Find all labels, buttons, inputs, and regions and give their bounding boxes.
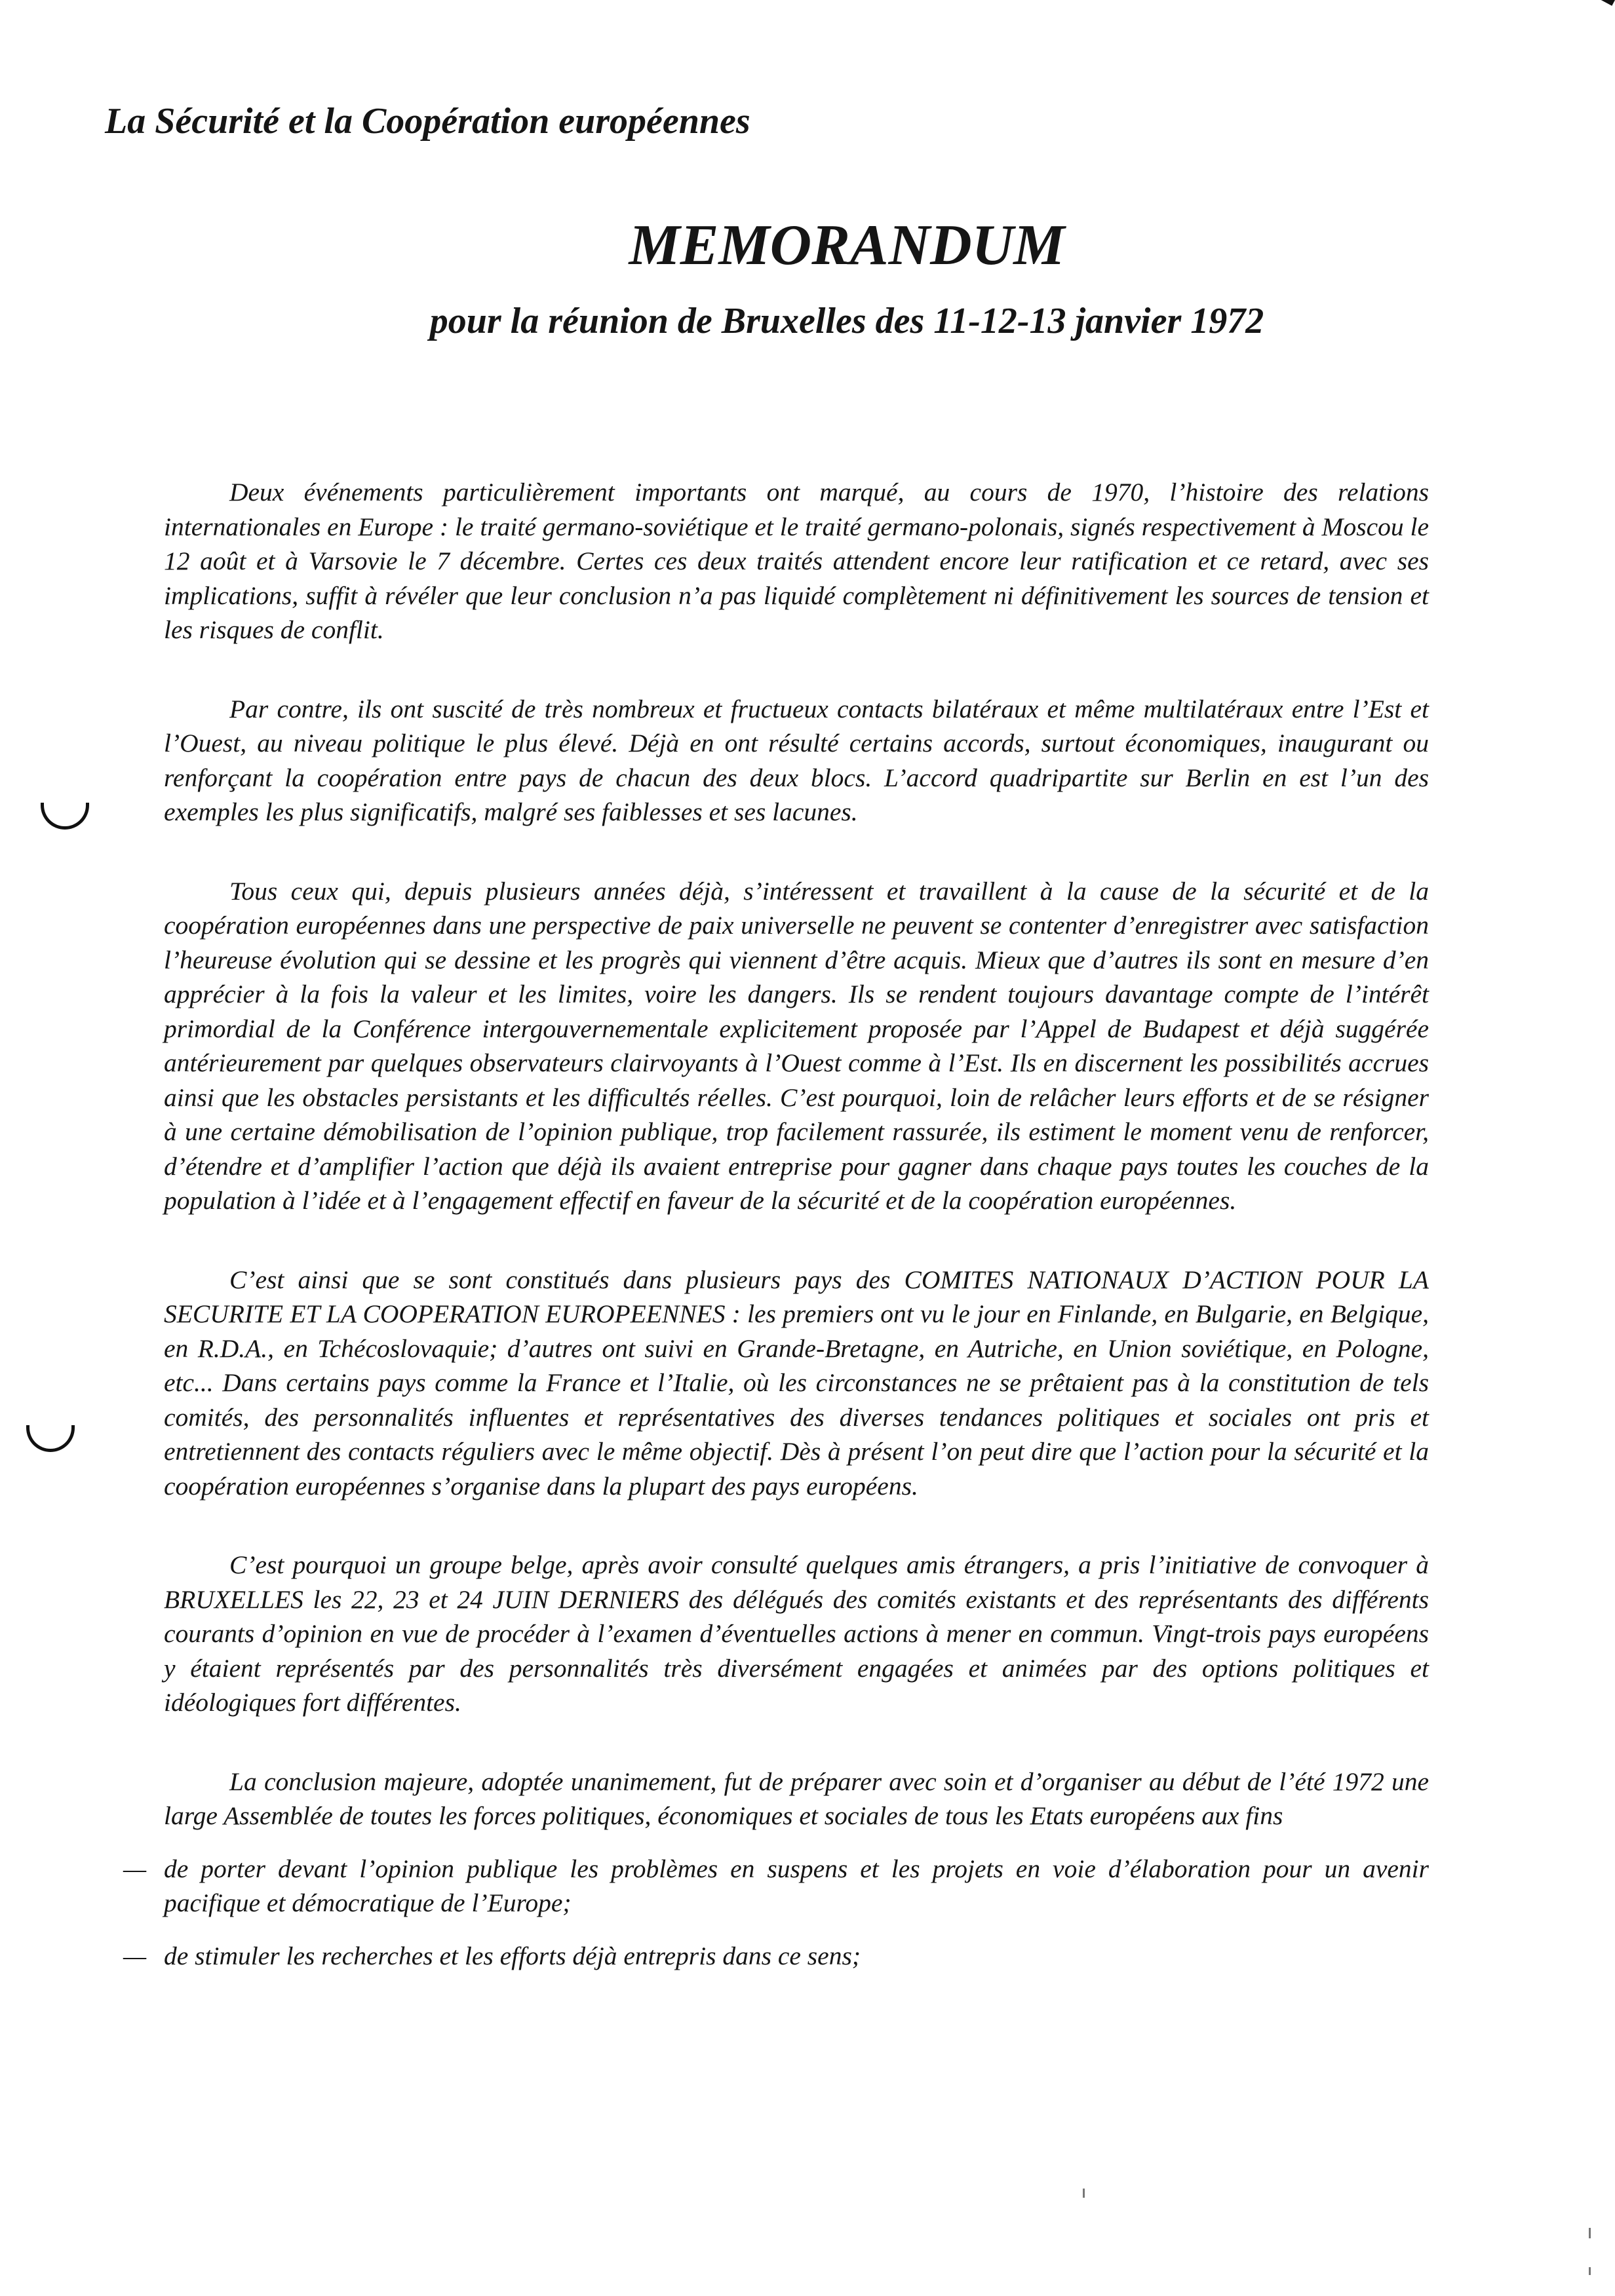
scan-corner-mark: [1560, 0, 1615, 6]
scan-speck: [1083, 2189, 1085, 2198]
paragraph-3: Tous ceux qui, depuis plusieurs années déjà, s’intéressent et travaillent à la cause de la sécurité et de la coopération européennes dans une perspective de paix universelle ne peuvent se contenter d’enregistrer avec satisfaction l’heureuse évolution qui se dessine et les progrès qui viennent d’être acquis. Mieux que d’autres ils sont en mesure d’en apprécier à la fois la valeur et les limites, voire les dangers. Ils se rendent toujours davantage compte de l’intérêt primordial de la Conférence intergouvernementale explicitement proposée par l’Appel de Budapest et déjà suggérée antérieurement par quelques observateurs clairvoyants à l’Ouest comme à l’Est. Ils en discernent les possibilités accrues ainsi que les obstacles persistants et les difficultés réelles. C’est pourquoi, loin de relâcher leurs efforts et de se résigner à une certaine démobilisation de l’opinion publique, trop facilement rassurée, ils estiment le moment venu de renforcer, d’étendre et d’amplifier l’action que déjà ils avaient entreprise pour gagner dans chaque pays toutes les couches de la population à l’idée et à l’engagement effectif en faveur de la sécurité et de la coopération européennes.: [164, 876, 1429, 1215]
punch-hole-mark: [26, 1425, 75, 1452]
document-title: MEMORANDUM: [629, 214, 1065, 277]
punch-hole-mark: [41, 803, 89, 830]
list-item-text: de stimuler les recherches et les efforts déjà entrepris dans ce sens;: [164, 1941, 861, 1970]
list-dash: —: [123, 1941, 147, 1970]
paragraph-4: C’est ainsi que se sont constitués dans plusieurs pays des COMITES NATIONAUX D’ACTION POUR LA SECURITE ET LA COOPERATION EUROPEENNES : les premiers ont vu le jour en Finlande, en Bulgarie, en Belgique, en R.D.A., en Tchécoslovaquie; d’autres ont suivi en Grande-Bretagne, en Autriche, en Union soviétique, en Pologne, etc... Dans certains pays comme la France et l’Italie, où les circonstances ne se prêtaient pas à la constitution de tels comités, des personnalités influentes et représentatives des diverses tendances politiques et sociales ont pris et entretiennent des contacts réguliers avec le même objectif. Dès à présent l’on peut dire que l’action pour la sécurité et la coopération européennes s’organise dans la plupart des pays européens.: [164, 1265, 1429, 1501]
list-item-text: de porter devant l’opinion publique les problèmes en suspens et les projets en voie d’élaboration pour un avenir pacifique et démocratique de l’Europe;: [164, 1854, 1429, 1917]
paragraph-2: Par contre, ils ont suscité de très nombreux et fructueux contacts bilatéraux et même multilatéraux entre l’Est et l’Ouest, au niveau politique le plus élevé. Déjà en ont résulté certains accords, surtout économiques, inaugurant ou renforçant la coopération entre pays de chacun des deux blocs. L’accord quadripartite sur Berlin en est l’un des exemples les plus significatifs, malgré ses faiblesses et ses lacunes.: [164, 694, 1429, 826]
list-item: [123, 1852, 1429, 1921]
paragraph-6: La conclusion majeure, adoptée unanimement, fut de préparer avec soin et d’organiser au début de l’été 1972 une large Assemblée de toutes les forces politiques, économiques et sociales de tous les Etats européens aux fins: [164, 1767, 1429, 1830]
paragraph-1: Deux événements particulièrement importants ont marqué, au cours de 1970, l’histoire des relations internationales en Europe : le traité germano-soviétique et le traité germano-polonais, signés respectivement à Moscou le 12 août et à Varsovie le 7 décembre. Certes ces deux traités attendent encore leur ratification et ce retard, avec ses implications, suffit à révéler que leur conclusion n’a pas liquidé complètement ni définitivement les sources de tension et les risques de conflit.: [164, 478, 1429, 644]
scan-speck: [1589, 2228, 1591, 2238]
memorandum-body: [123, 475, 1429, 1991]
aims-list: [123, 1852, 1429, 1974]
list-item: [123, 1939, 1429, 1974]
paragraph-5: C’est pourquoi un groupe belge, après avoir consulté quelques amis étrangers, a pris l’initiative de convoquer à BRUXELLES les 22, 23 et 24 JUIN DERNIERS des délégués des comités existants et des représentants des différents courants d’opinion en vue de procéder à l’examen d’éventuelles actions à mener en commun. Vingt-trois pays européens y étaient représentés par des personnalités très diversément engagées et animées par des options politiques et idéologiques fort différentes.: [164, 1550, 1429, 1717]
document-subtitle: pour la réunion de Bruxelles des 11-12-13 janvier 1972: [429, 301, 1264, 341]
list-dash: —: [123, 1854, 147, 1883]
scan-speck: [1589, 2267, 1591, 2275]
series-title: La Sécurité et la Coopération européennes: [105, 101, 750, 142]
